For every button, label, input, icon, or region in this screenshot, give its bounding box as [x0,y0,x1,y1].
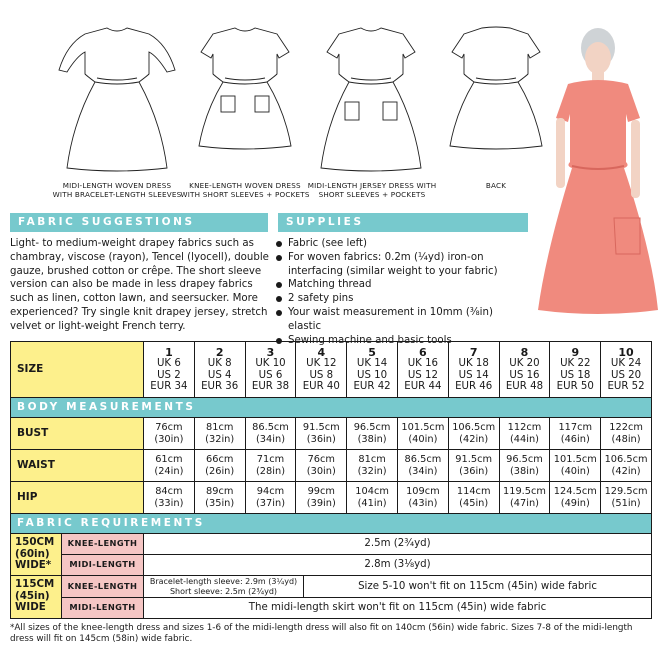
measurement-cell: 101.5cm (40in) [550,450,601,481]
size-cell: 10 UK 24 US 20 EUR 52 [607,346,645,392]
bust-label: BUST [11,418,144,449]
measurement-cell: 81cm (32in) [347,450,398,481]
caption-midi-jersey: MIDI-LENGTH JERSEY DRESS WITH SHORT SLEEVES + POCKETS [307,181,437,200]
req-115-knee-row [62,576,651,598]
measurement-cell: 109cm (43in) [398,482,449,513]
req-150-knee-row [62,534,651,555]
fabric-requirements-heading: FABRIC REQUIREMENTS [11,514,651,533]
supply-item: Your waist measurement in 10mm (⅜in) elastic [274,306,526,334]
size-chart [10,341,652,619]
measurement-cell: 122cm (48in) [609,422,643,445]
width-150-label: 150CM (60in) WIDE* [11,534,62,576]
measurement-cell: 86.5cm (34in) [246,418,297,449]
midi-length-label: MIDI-LENGTH [62,555,144,575]
measurement-cell: 119.5cm (47in) [500,482,551,513]
measurement-cell: 96.5cm (38in) [347,418,398,449]
measurement-cell: 71cm (28in) [246,450,297,481]
measurement-cell: 104cm (41in) [347,482,398,513]
measurement-cell: 89cm (35in) [195,482,246,513]
supplies-heading: SUPPLIES [278,213,528,232]
waist-label: WAIST [11,450,144,481]
supply-item: Fabric (see left) [274,237,526,251]
bust-row [11,418,651,450]
size-cell: 3 UK 10 US 6 EUR 38 [246,342,297,397]
measurement-cell: 99cm (39in) [296,482,347,513]
model-photo [528,22,662,317]
measurement-cell: 112cm (44in) [500,418,551,449]
req-115-midi-row [62,598,651,618]
req-115-midi-value: The midi-length skirt won't fit on 115cm (45in) wide fabric [248,602,547,614]
measurement-cell: 91.5cm (36in) [449,450,500,481]
measurement-cell: 76cm (30in) [296,450,347,481]
width-115-label: 115CM (45in) WIDE [11,576,62,618]
sketch-midi-bracelet [57,22,177,172]
measurement-cell: 91.5cm (36in) [296,418,347,449]
measurement-cell: 129.5cm (51in) [604,486,648,509]
hip-row [11,482,651,514]
measurement-cell: 101.5cm (40in) [398,418,449,449]
size-cell: 5 UK 14 US 10 EUR 42 [347,342,398,397]
hip-label: HIP [11,482,144,513]
waist-row [11,450,651,482]
caption-midi-bracelet: MIDI-LENGTH WOVEN DRESS WITH BRACELET-LENGTH SLEEVES [52,181,182,200]
req-150-midi-value: 2.8m (3⅛yd) [364,559,431,571]
measurement-cell: 114cm (45in) [449,482,500,513]
supplies-list [274,237,526,347]
measurement-cell: 61cm (24in) [144,450,195,481]
midi-length-label: MIDI-LENGTH [62,598,144,618]
measurement-cell: 84cm (33in) [144,482,195,513]
size-cell: 9 UK 22 US 18 EUR 50 [550,342,601,397]
measurement-cell: 81cm (32in) [195,418,246,449]
measurement-cell: 66cm (26in) [195,450,246,481]
size-cell: 4 UK 12 US 8 EUR 40 [296,342,347,397]
supply-item: Sewing machine and basic tools [274,334,526,348]
caption-back: BACK [485,181,507,190]
measurement-cell: 124.5cm (49in) [550,482,601,513]
req-150-midi-row [62,555,651,576]
fabric-suggestions-text: Light- to medium-weight drapey fabrics such as chambray, viscose (rayon), Tencel (lyocell), double gauze, brushed cotton or crêpe. The short sleeve version can also be made in less drapey fabrics such as linen, cotton lawn, and seersucker. More experienced? Try single knit drapey jersey, stretch velvet or light-weight French terry. [10,238,269,332]
footnote: *All sizes of the knee-length dress and sizes 1-6 of the midi-length dress will also fit on 140cm (56in) wide fabric. Sizes 7-8 of the midi-length dress will fit on 145cm (58in) wide fabric. [10,623,633,644]
knee-length-label: KNEE-LENGTH [62,534,144,554]
measurement-cell: 94cm (37in) [246,482,297,513]
fabric-requirements-band [11,514,651,534]
size-cell: 8 UK 20 US 16 EUR 48 [500,342,551,397]
measurement-cell: 106.5cm (42in) [449,418,500,449]
size-cell: 2 UK 8 US 4 EUR 36 [195,342,246,397]
measurement-cell: 76cm (30in) [144,418,195,449]
sketch-knee-pockets [185,22,305,172]
body-measurements-band [11,398,651,418]
measurement-cell: 86.5cm (34in) [398,450,449,481]
req-150-knee-value: 2.5m (2¾yd) [364,538,431,550]
measurement-cell: 106.5cm (42in) [604,454,648,477]
size-row [11,342,651,398]
size-cell: 1 UK 6 US 2 EUR 34 [144,342,195,397]
supply-item: Matching thread [274,278,526,292]
size-label: SIZE [11,342,144,397]
supply-item: 2 safety pins [274,292,526,306]
size-cell: 6 UK 16 US 12 EUR 44 [398,342,449,397]
measurement-cell: 117cm (46in) [550,418,601,449]
fabric-suggestions-heading: FABRIC SUGGESTIONS [10,213,268,232]
measurement-cell: 96.5cm (38in) [500,450,551,481]
req-115-knee-value: Bracelet-length sleeve: 2.9m (3¼yd) Short sleeve: 2.5m (2¾yd) [144,576,304,597]
sketch-midi-jersey [311,22,431,172]
body-measurements-heading: BODY MEASUREMENTS [11,398,651,417]
size-cell: 7 UK 18 US 14 EUR 46 [449,342,500,397]
req-115-knee-note: Size 5-10 won't fit on 115cm (45in) wide fabric [358,580,597,592]
caption-knee-pockets: KNEE-LENGTH WOVEN DRESS WITH SHORT SLEEVES + POCKETS [180,181,310,200]
supply-item: For woven fabrics: 0.2m (¼yd) iron-on interfacing (similar weight to your fabric) [274,251,526,279]
knee-length-label: KNEE-LENGTH [62,576,144,597]
